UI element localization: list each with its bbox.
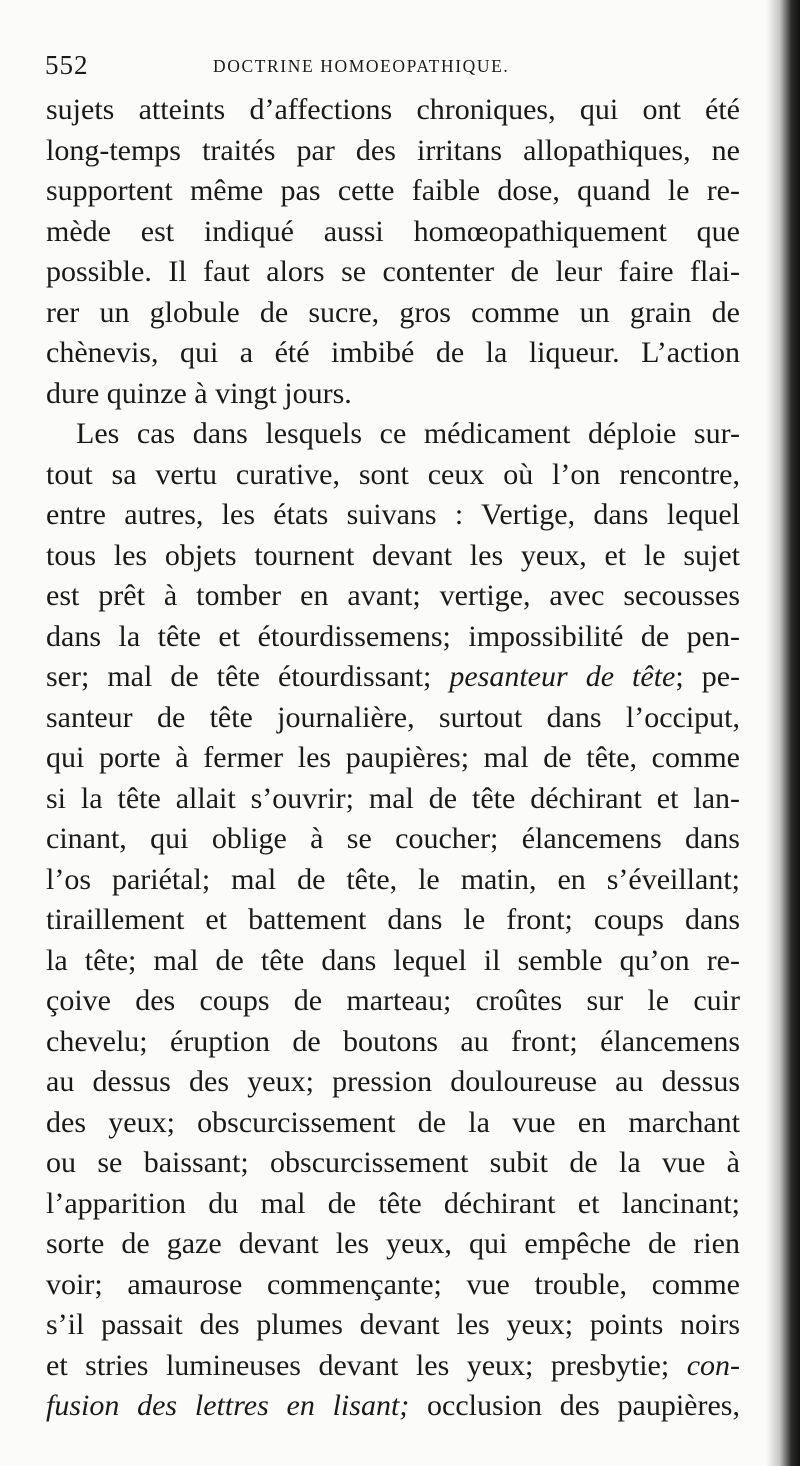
text-segment: long-temps traités par des irritans allopathiques, ne: [46, 133, 740, 167]
text-segment: dans la tête et étourdissemens; impossibilité de pen-: [46, 619, 740, 653]
text-line: [46, 495, 740, 536]
text-segment: des yeux; obscurcissement de la vue en marchant: [46, 1105, 740, 1139]
text-segment: et stries lumineuses devant les yeux; presbytie;: [46, 1348, 687, 1382]
text-segment: si la tête allait s’ouvrir; mal de tête déchirant et lan-: [46, 781, 740, 815]
text-segment: supportent même pas cette faible dose, quand le re-: [46, 174, 740, 207]
text-line: [46, 455, 740, 496]
text-line: [46, 293, 740, 334]
text-line: [46, 1224, 740, 1265]
page-header: [45, 50, 755, 84]
text-line: [46, 900, 740, 941]
text-segment: sorte de gaze devant les yeux, qui empêche de rien: [46, 1227, 740, 1260]
text-line: [46, 1143, 740, 1184]
text-segment: voir; amaurose commençante; vue trouble, comme: [46, 1267, 740, 1301]
text-segment: mède est indiqué aussi homœopathiquement que: [46, 214, 740, 248]
text-segment: çoive des coups de marteau; croûtes sur le cuir: [46, 984, 740, 1017]
text-segment: s’il passait des plumes devant les yeux; points noirs: [46, 1308, 740, 1341]
text-segment: santeur de tête journalière, surtout dans l’occiput,: [46, 700, 740, 734]
italic-text: pesanteur de tête: [449, 660, 676, 693]
text-segment: chènevis, qui a été imbibé de la liqueur. L’action: [46, 336, 740, 369]
text-line: [46, 414, 740, 455]
text-segment: occlusion des paupières,: [409, 1389, 740, 1422]
italic-text: fusion des lettres en lisant;: [46, 1389, 410, 1422]
text-line: [46, 819, 740, 860]
text-line: [46, 1062, 740, 1103]
text-line: [46, 374, 740, 415]
text-line: [46, 1103, 740, 1144]
text-line: [46, 738, 740, 779]
text-segment: qui porte à fermer les paupières; mal de tête, comme: [46, 741, 740, 774]
text-line: [46, 1386, 740, 1427]
text-line: [46, 536, 740, 577]
page-number: 552: [45, 50, 89, 80]
text-segment: sujets atteints d’affections chroniques, qui ont été: [46, 93, 740, 126]
text-line: [46, 171, 740, 212]
text-line: [46, 1346, 740, 1387]
text-line: [46, 252, 740, 293]
text-line: [46, 1184, 740, 1225]
text-segment: l’os pariétal; mal de tête, le matin, en s’éveillant;: [46, 862, 740, 896]
text-line: [46, 617, 740, 658]
italic-text: con-: [686, 1348, 740, 1382]
text-segment: dure quinze à vingt jours.: [46, 376, 352, 410]
text-segment: ser; mal de tête étourdissant;: [46, 660, 450, 693]
text-segment: au dessus des yeux; pression douloureuse au dessus: [46, 1065, 740, 1098]
body-text: [46, 90, 740, 1427]
text-segment: tous les objets tournent devant les yeux, et le sujet: [46, 538, 740, 572]
text-segment: chevelu; éruption de boutons au front; élancemens: [46, 1024, 740, 1058]
text-line: [46, 212, 740, 253]
text-segment: entre autres, les états suivans : Vertige, dans lequel: [46, 498, 740, 531]
text-line: [46, 1305, 740, 1346]
text-line: [46, 576, 740, 617]
text-line: [46, 1265, 740, 1306]
text-segment: tiraillement et battement dans le front; coups dans: [46, 903, 740, 936]
text-segment: l’apparition du mal de tête déchirant et lancinant;: [46, 1186, 740, 1220]
text-line: [46, 131, 740, 172]
text-segment: possible. Il faut alors se contenter de leur faire flai-: [46, 255, 740, 288]
text-line: [46, 698, 740, 739]
text-segment: ou se baissant; obscurcissement subit de la vue à: [46, 1146, 740, 1179]
text-line: [46, 90, 740, 131]
text-line: [46, 981, 740, 1022]
text-segment: la tête; mal de tête dans lequel il semble qu’on re-: [46, 943, 740, 977]
text-line: [46, 941, 740, 982]
text-segment: rer un globule de sucre, gros comme un grain de: [46, 295, 740, 329]
text-segment: tout sa vertu curative, sont ceux où l’on rencontre,: [46, 457, 740, 491]
running-title: DOCTRINE HOMOEOPATHIQUE.: [213, 56, 510, 76]
text-line: [46, 779, 740, 820]
text-line: [46, 1022, 740, 1063]
text-line: [46, 860, 740, 901]
text-segment: ; pe-: [675, 660, 741, 693]
text-line: [46, 333, 740, 374]
text-line: [46, 657, 740, 698]
text-segment: est prêt à tomber en avant; vertige, avec secousses: [46, 579, 740, 612]
text-segment: cinant, qui oblige à se coucher; élancemens dans: [46, 822, 740, 855]
text-segment: Les cas dans lesquels ce médicament déploie sur-: [76, 417, 740, 450]
page-edge-shadow: [766, 0, 800, 1466]
